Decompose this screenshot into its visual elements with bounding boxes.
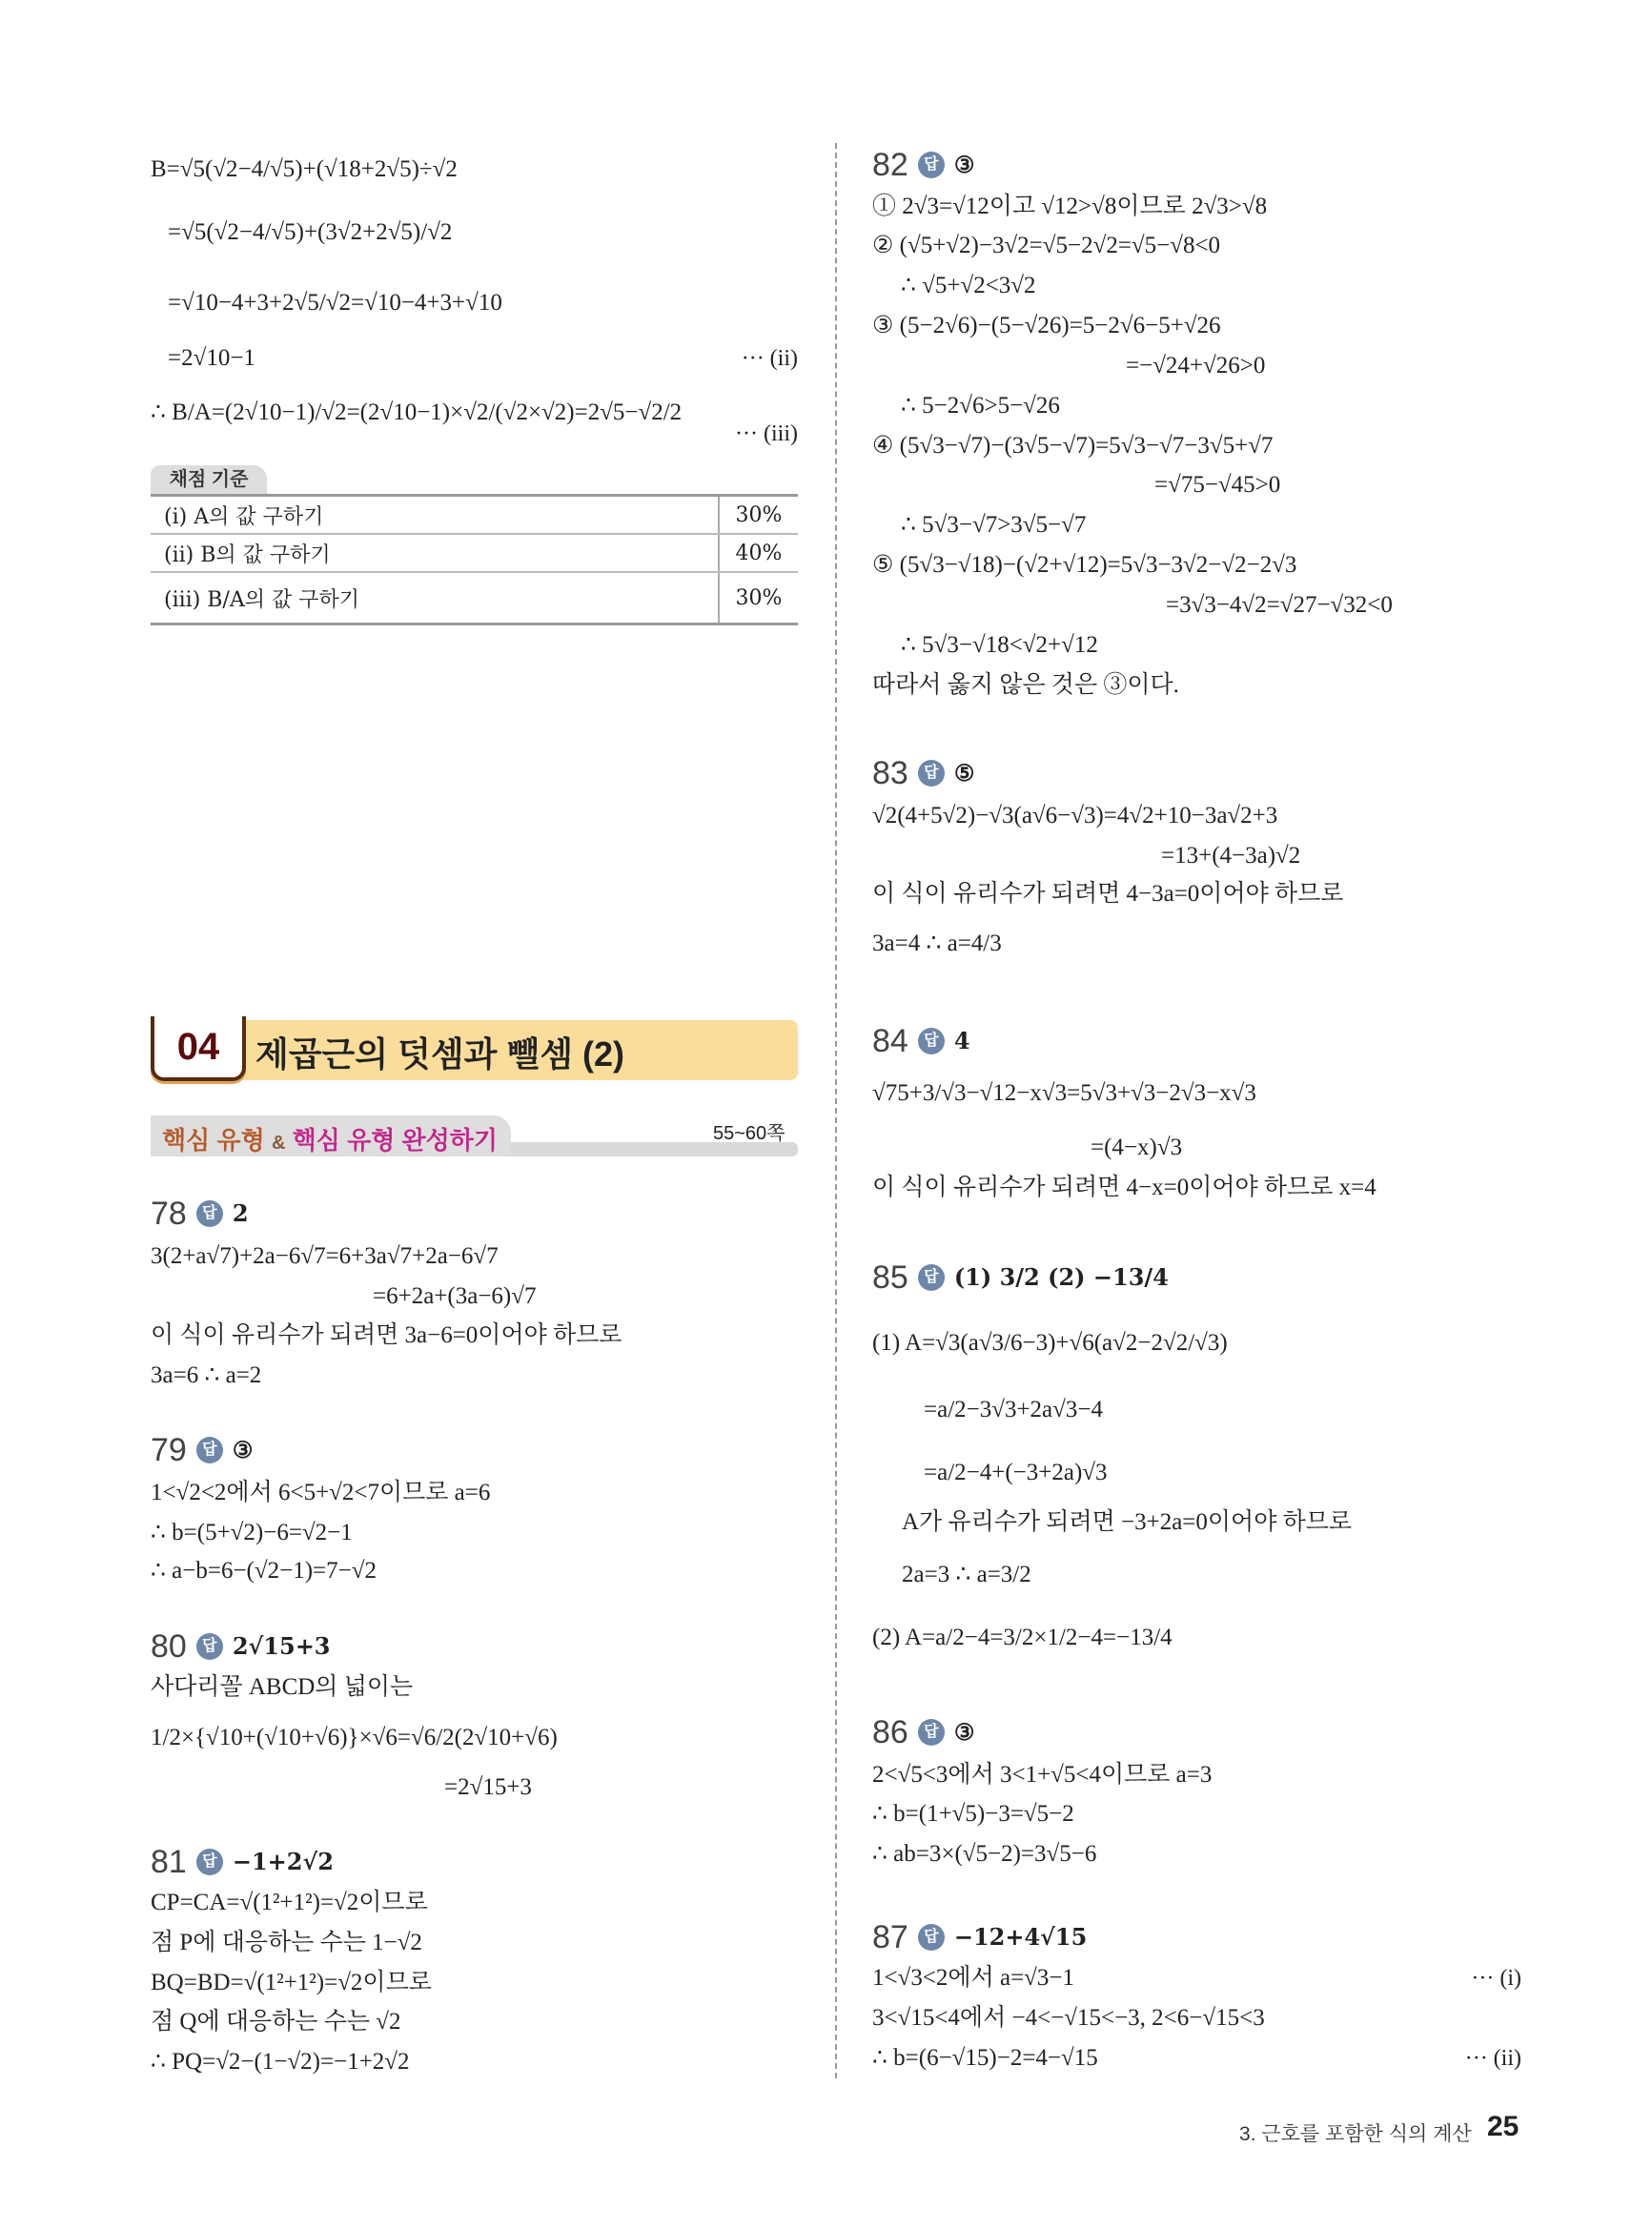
page-number: 25 xyxy=(1487,2111,1519,2142)
answer-badge-icon: 답 xyxy=(918,152,945,178)
solution-line: ∴ 5−2√6>5−√26 xyxy=(901,393,1060,419)
solution-line: =√10−4+3+2√5/√2=√10−4+3+√10 xyxy=(168,290,502,316)
problem-number: 80 xyxy=(151,1628,187,1665)
solution-line: 2<√5<3에서 3<1+√5<4이므로 a=3 xyxy=(872,1762,1213,1788)
column-divider xyxy=(835,143,837,2078)
answer-badge-icon: 답 xyxy=(196,1437,223,1463)
answer-value: 2√15+3 xyxy=(232,1632,331,1660)
solution-line: ③ (5−2√6)−(5−√26)=5−2√6−5+√26 xyxy=(872,313,1221,338)
solution-line: 따라서 옳지 않은 것은 ③이다. xyxy=(872,672,1179,698)
problem-header xyxy=(151,1195,249,1233)
subheader-amp: & xyxy=(271,1133,286,1154)
subheader-part1: 핵심 유형 xyxy=(162,1126,265,1155)
solution-line: ∴ b=(5+√2)−6=√2−1 xyxy=(151,1520,353,1545)
solution-line: ∴ √5+√2<3√2 xyxy=(901,273,1036,298)
solution-line: 점 P에 대응하는 수는 1−√2 xyxy=(151,1930,422,1955)
answer-value: 2 xyxy=(232,1199,249,1227)
solution-line: 점 Q에 대응하는 수는 √2 xyxy=(151,2009,401,2035)
problem-header xyxy=(872,146,974,184)
footer-chapter: 3. 근호를 포함한 식의 계산 xyxy=(1239,2123,1472,2145)
criteria-row xyxy=(151,534,798,572)
criteria-pct: 40% xyxy=(719,534,798,572)
criteria-label: (i) A의 값 구하기 xyxy=(151,496,719,535)
step-marker: ··· (ii) xyxy=(1464,2046,1521,2071)
problem-number: 85 xyxy=(872,1259,908,1296)
solution-line: 1/2×{√10+(√10+√6)}×√6=√6/2(2√10+√6) xyxy=(151,1725,558,1750)
answer-value: ⑤ xyxy=(953,759,975,787)
problem-header xyxy=(872,1918,1087,1956)
problem-header xyxy=(151,1431,253,1469)
problem-number: 84 xyxy=(872,1023,908,1059)
subheader-part2: 핵심 유형 완성하기 xyxy=(292,1126,499,1155)
solution-line: 이 식이 유리수가 되려면 3a−6=0이어야 하므로 xyxy=(151,1322,622,1348)
solution-line: BQ=BD=√(1²+1²)=√2이므로 xyxy=(151,1970,432,1995)
solution-line: =√75−√45>0 xyxy=(1154,472,1281,498)
step-marker: ··· (iii) xyxy=(735,421,798,446)
solution-line: √2(4+5√2)−√3(a√6−√3)=4√2+10−3a√2+3 xyxy=(872,803,1278,829)
solution-line: ② (√5+√2)−3√2=√5−2√2=√5−√8<0 xyxy=(872,233,1221,258)
answer-badge-icon: 답 xyxy=(918,1028,945,1054)
solution-line: =−√24+√26>0 xyxy=(1126,353,1266,378)
answer-value: ③ xyxy=(953,151,975,178)
problem-number: 78 xyxy=(151,1196,187,1232)
scoring-criteria-table xyxy=(151,494,798,625)
answer-value: (1) 3/2 (2) −13/4 xyxy=(953,1263,1169,1291)
problem-number: 83 xyxy=(872,755,908,791)
answer-badge-icon: 답 xyxy=(918,1924,945,1951)
solution-line: =13+(4−3a)√2 xyxy=(1161,843,1301,869)
problem-number: 79 xyxy=(151,1432,187,1468)
solution-line: 1<√3<2에서 a=√3−1 xyxy=(872,1965,1074,1991)
solution-line: 3a=4 ∴ a=4/3 xyxy=(872,931,1002,956)
solution-line: ∴ b=(1+√5)−3=√5−2 xyxy=(872,1801,1074,1827)
solution-line: ∴ b=(6−√15)−2=4−√15 xyxy=(872,2045,1098,2071)
problem-header xyxy=(872,754,974,792)
problem-number: 87 xyxy=(872,1919,908,1955)
solution-line: (1) A=√3(a√3/6−3)+√6(a√2−2√2/√3) xyxy=(872,1330,1228,1356)
solution-line: CP=CA=√(1²+1²)=√2이므로 xyxy=(151,1890,428,1915)
solution-line: =(4−x)√3 xyxy=(1091,1135,1183,1160)
solution-line: ∴ 5√3−√7>3√5−√7 xyxy=(901,512,1087,538)
solution-line: 3a=6 ∴ a=2 xyxy=(151,1362,262,1388)
problem-header xyxy=(151,1627,331,1666)
solution-line: ∴ 5√3−√18<√2+√12 xyxy=(901,632,1098,658)
problem-number: 82 xyxy=(872,147,908,183)
solution-line: =2√10−1 xyxy=(168,345,255,371)
solution-line: 이 식이 유리수가 되려면 4−3a=0이어야 하므로 xyxy=(872,881,1344,907)
answer-value: 4 xyxy=(953,1027,970,1054)
solution-line: ∴ B/A=(2√10−1)/√2=(2√10−1)×√2/(√2×√2)=2√5−√2/2 xyxy=(151,399,683,425)
solution-line: ④ (5√3−√7)−(3√5−√7)=5√3−√7−3√5+√7 xyxy=(872,433,1274,459)
answer-badge-icon: 답 xyxy=(196,1200,223,1227)
solution-line: =a/2−3√3+2a√3−4 xyxy=(924,1397,1103,1422)
solution-line: =2√15+3 xyxy=(444,1774,532,1800)
solution-line: B=√5(√2−4/√5)+(√18+2√5)÷√2 xyxy=(151,156,458,182)
solution-line: 사다리꼴 ABCD의 넓이는 xyxy=(151,1674,414,1700)
subheader-title xyxy=(162,1121,498,1156)
criteria-label: (ii) B의 값 구하기 xyxy=(151,534,719,572)
solution-line: =√5(√2−4/√5)+(3√2+2√5)/√2 xyxy=(168,219,453,245)
solution-line: 3<√15<4에서 −4<−√15<−3, 2<6−√15<3 xyxy=(872,2005,1265,2031)
section-title: 제곱근의 덧셈과 뺄셈 (2) xyxy=(255,1034,624,1074)
solution-line: 1<√2<2에서 6<5+√2<7이므로 a=6 xyxy=(151,1480,491,1505)
criteria-pct: 30% xyxy=(719,572,798,624)
criteria-title: 채점 기준 xyxy=(151,465,267,494)
solution-line: ⑤ (5√3−√18)−(√2+√12)=5√3−3√2−√2−2√3 xyxy=(872,552,1297,578)
criteria-row xyxy=(151,572,798,624)
answer-value: ③ xyxy=(232,1436,254,1463)
solution-line: A가 유리수가 되려면 −3+2a=0이어야 하므로 xyxy=(902,1509,1353,1535)
criteria-row xyxy=(151,496,798,535)
page-range: 55~60쪽 xyxy=(713,1123,785,1144)
answer-badge-icon: 답 xyxy=(918,1264,945,1291)
step-marker: ··· (ii) xyxy=(741,346,798,371)
problem-header xyxy=(872,1022,970,1060)
solution-line: 3(2+a√7)+2a−6√7=6+3a√7+2a−6√7 xyxy=(151,1243,499,1269)
section-number: 04 xyxy=(151,1016,246,1081)
answer-badge-icon: 답 xyxy=(196,1849,223,1875)
answer-badge-icon: 답 xyxy=(918,1719,945,1746)
answer-value: −12+4√15 xyxy=(953,1923,1088,1951)
answer-value: ③ xyxy=(953,1718,975,1746)
solution-line: 2a=3 ∴ a=3/2 xyxy=(902,1562,1031,1587)
problem-header xyxy=(872,1258,1169,1297)
problem-header xyxy=(151,1843,334,1881)
step-marker: ··· (i) xyxy=(1471,1966,1521,1991)
problem-number: 81 xyxy=(151,1844,187,1880)
solution-line: ∴ ab=3×(√5−2)=3√5−6 xyxy=(872,1841,1097,1867)
solution-line: ① 2√3=√12이고 √12>√8이므로 2√3>√8 xyxy=(872,194,1268,219)
problem-number: 86 xyxy=(872,1714,908,1750)
solution-line: =6+2a+(3a−6)√7 xyxy=(373,1283,537,1309)
solution-line: √75+3/√3−√12−x√3=5√3+√3−2√3−x√3 xyxy=(872,1080,1256,1106)
answer-badge-icon: 답 xyxy=(918,760,945,787)
answer-value: −1+2√2 xyxy=(232,1848,334,1875)
criteria-label: (iii) B/A의 값 구하기 xyxy=(151,572,719,624)
solution-line: 이 식이 유리수가 되려면 4−x=0이어야 하므로 x=4 xyxy=(872,1175,1377,1200)
solution-line: =a/2−4+(−3+2a)√3 xyxy=(924,1460,1108,1485)
problem-header xyxy=(872,1713,974,1751)
criteria-pct: 30% xyxy=(719,496,798,535)
answer-badge-icon: 답 xyxy=(196,1633,223,1660)
solution-line: ∴ a−b=6−(√2−1)=7−√2 xyxy=(151,1558,377,1584)
solution-line: (2) A=a/2−4=3/2×1/2−4=−13/4 xyxy=(872,1625,1173,1650)
solution-line: =3√3−4√2=√27−√32<0 xyxy=(1166,592,1393,618)
solution-line: ∴ PQ=√2−(1−√2)=−1+2√2 xyxy=(151,2049,410,2075)
